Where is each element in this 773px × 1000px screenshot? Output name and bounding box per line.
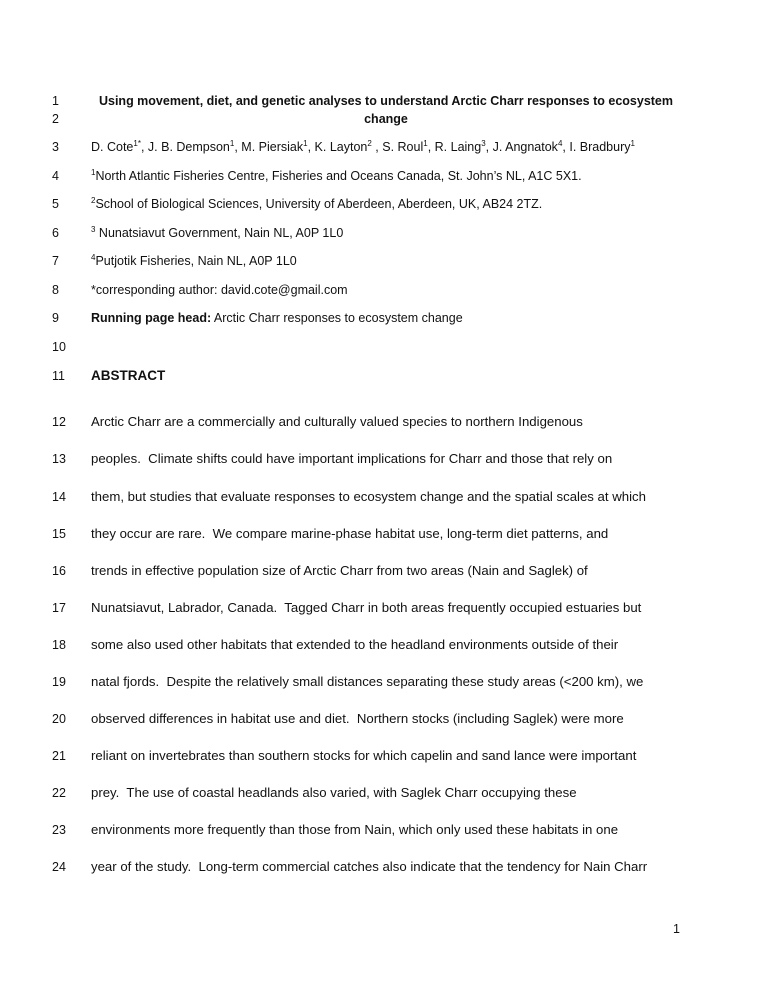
affiliation-mark: 2 — [91, 195, 96, 205]
corresponding-author: *corresponding author: david.cote@gmail.com — [91, 283, 348, 297]
abstract-text: trends in effective population size of Arctic Charr from two areas (Nain and Saglek) of — [91, 563, 588, 578]
line-number: 1 — [52, 94, 59, 108]
line-number: 6 — [52, 226, 59, 240]
affiliation-mark: 4 — [91, 252, 96, 262]
line-number: 7 — [52, 254, 59, 268]
paper-title-continued: change — [364, 112, 408, 126]
running-head-text: Arctic Charr responses to ecosystem change — [211, 311, 463, 325]
abstract-text: prey. The use of coastal headlands also varied, with Saglek Charr occupying these — [91, 785, 577, 800]
line-number: 23 — [52, 823, 66, 837]
author-affiliation-mark: 1 — [229, 138, 235, 148]
line-number: 17 — [52, 601, 66, 615]
line-number: 13 — [52, 452, 66, 466]
affiliation — [91, 225, 343, 241]
author-name: D. Cote — [91, 140, 134, 154]
author-name: J. Angnatok — [492, 140, 558, 154]
affiliation-mark: 3 — [91, 224, 96, 234]
affiliation — [91, 168, 582, 184]
affiliation-text: Nunatsiavut Government, Nain NL, A0P 1L0 — [95, 226, 344, 240]
author-affiliation-mark: 1 — [423, 138, 428, 148]
line-number: 20 — [52, 712, 66, 726]
abstract-text: environments more frequently than those from Nain, which only used these habitats in one — [91, 822, 619, 837]
line-number: 18 — [52, 638, 66, 652]
abstract-text: them, but studies that evaluate responses to ecosystem change and the spatial scales at which — [91, 489, 646, 504]
abstract-text: reliant on invertebrates than southern stocks for which capelin and sand lance were important — [91, 748, 637, 763]
author-name: I. Bradbury — [569, 140, 631, 154]
author-affiliation-mark: 3 — [481, 138, 486, 148]
affiliation-text: Putjotik Fisheries, Nain NL, A0P 1L0 — [95, 254, 297, 268]
abstract-text: Arctic Charr are a commercially and culturally valued species to northern Indigenous — [91, 414, 583, 429]
line-number: 5 — [52, 197, 59, 211]
line-number: 21 — [52, 749, 66, 763]
abstract-text: Nunatsiavut, Labrador, Canada. Tagged Charr in both areas frequently occupied estuaries but — [91, 600, 642, 615]
affiliation-text: School of Biological Sciences, University of Aberdeen, Aberdeen, UK, AB24 2TZ. — [95, 197, 543, 211]
author-name: J. B. Dempson — [147, 140, 230, 154]
abstract-text: year of the study. Long-term commercial catches also indicate that the tendency for Nain Charr — [91, 859, 648, 874]
line-number: 2 — [52, 112, 59, 126]
author-name: S. Roul — [382, 140, 424, 154]
line-number: 8 — [52, 283, 59, 297]
affiliation-mark: 1 — [91, 167, 96, 177]
line-number: 14 — [52, 490, 66, 504]
line-number: 15 — [52, 527, 66, 541]
line-number: 10 — [52, 340, 66, 354]
abstract-text: observed differences in habitat use and diet. Northern stocks (including Saglek) were more — [91, 711, 624, 726]
line-number: 19 — [52, 675, 66, 689]
line-number: 11 — [52, 369, 65, 383]
author-affiliation-mark: 4 — [557, 138, 563, 148]
running-head — [91, 310, 463, 326]
abstract-text: peoples. Climate shifts could have important implications for Charr and those that rely on — [91, 451, 613, 466]
line-number: 12 — [52, 415, 66, 429]
abstract-text: some also used other habitats that extended to the headland environments outside of their — [91, 637, 619, 652]
author-affiliation-mark: 1* — [133, 138, 141, 148]
author-name: R. Laing — [434, 140, 482, 154]
author-affiliation-mark: 1 — [630, 138, 635, 148]
line-number: 24 — [52, 860, 66, 874]
author-affiliation-mark: 1 — [303, 138, 308, 148]
author-name: K. Layton — [314, 140, 368, 154]
affiliation — [91, 253, 297, 269]
paper-title: Using movement, diet, and genetic analyses to understand Arctic Charr responses to ecosystem — [98, 94, 673, 108]
line-number: 16 — [52, 564, 66, 578]
author-list: D. Cote$^{1*}$, J. B. Dempson$^1$, M. Piersiak$^1$, K. Layton$^2$ , S. Roul$^1$, R. Laing$^3$, J. Angnatok$^4$, I. Bradbury$^1$ — [91, 138, 635, 154]
author-name: M. Piersiak — [241, 140, 304, 154]
page-number: 1 — [673, 922, 680, 936]
abstract-text: they occur are rare. We compare marine-phase habitat use, long-term diet patterns, and — [91, 526, 609, 541]
running-head-label: Running page head: — [91, 311, 212, 325]
abstract-heading: ABSTRACT — [91, 368, 166, 383]
line-number: 3 — [52, 140, 59, 154]
affiliation-text: North Atlantic Fisheries Centre, Fisheries and Oceans Canada, St. John’s NL, A1C 5X1. — [95, 169, 582, 183]
line-number: 4 — [52, 169, 59, 183]
affiliation — [91, 196, 542, 212]
line-number: 22 — [52, 786, 66, 800]
author-affiliation-mark: 2 — [367, 138, 372, 148]
line-number: 9 — [52, 311, 59, 325]
abstract-text: natal fjords. Despite the relatively small distances separating these study areas (<200 km), we — [91, 674, 644, 689]
